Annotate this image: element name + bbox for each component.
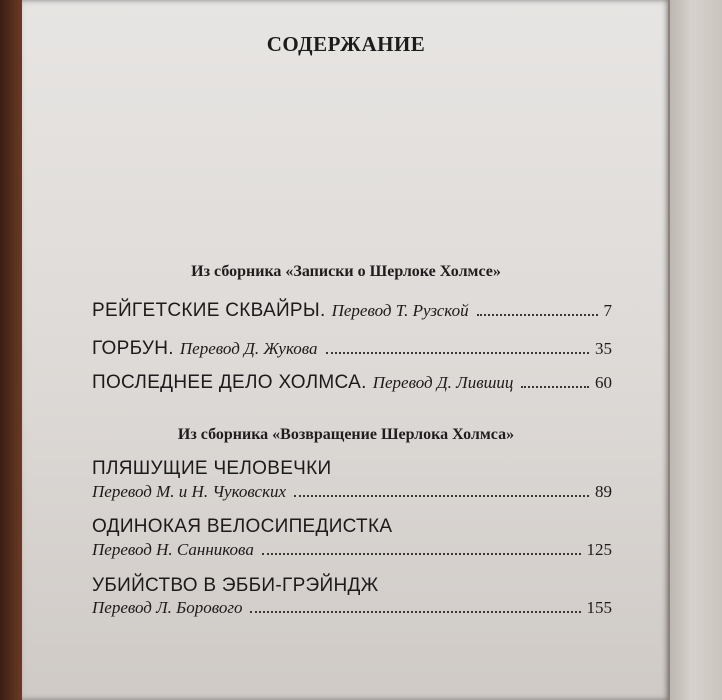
toc-entry (92, 338, 612, 360)
entry-title: ОДИНОКАЯ ВЕЛОСИПЕДИСТКА (92, 516, 393, 537)
toc-entry (92, 482, 612, 502)
toc-entry (92, 372, 612, 394)
entry-translator: Перевод Н. Санникова (92, 540, 254, 559)
entry-translator: Перевод Д. Жукова (179, 339, 318, 358)
page-title: СОДЕРЖАНИЕ (266, 32, 426, 56)
dot-leader (250, 610, 580, 613)
entry-page: 125 (586, 540, 612, 559)
next-page-edge (668, 0, 722, 700)
dot-leader (477, 313, 598, 316)
entry-page: 60 (595, 373, 612, 392)
entry-translator: Перевод М. и Н. Чуковских (92, 482, 287, 501)
entry-title: УБИЙСТВО В ЭББИ-ГРЭЙНДЖ (92, 575, 379, 596)
entry-page: 35 (595, 339, 612, 358)
entry-title: ПЛЯШУЩИЕ ЧЕЛОВЕЧКИ (92, 458, 332, 479)
toc-entry (92, 598, 612, 618)
dot-leader (521, 385, 589, 388)
toc-entry (92, 300, 612, 322)
dot-leader (262, 552, 581, 555)
entry-page: 155 (586, 598, 612, 617)
entry-page: 89 (595, 482, 612, 501)
toc-entry (92, 540, 612, 560)
entry-translator: Перевод Т. Рузской (331, 301, 469, 320)
entry-title: ГОРБУН. (92, 338, 174, 359)
section-heading-2: Из сборника «Возвращение Шерлока Холмса» (177, 426, 515, 443)
entry-page: 7 (603, 301, 612, 320)
entry-title: ПОСЛЕДНЕЕ ДЕЛО ХОЛМСА. (92, 372, 367, 393)
dot-leader (326, 351, 589, 354)
section-heading-1: Из сборника «Записки о Шерлоке Холмсе» (191, 263, 501, 280)
entry-translator: Перевод Д. Лившиц (372, 373, 514, 392)
dot-leader (294, 494, 589, 497)
entry-translator: Перевод Л. Борового (92, 598, 243, 617)
entry-title: РЕЙГЕТСКИЕ СКВАЙРЫ. (92, 300, 326, 321)
